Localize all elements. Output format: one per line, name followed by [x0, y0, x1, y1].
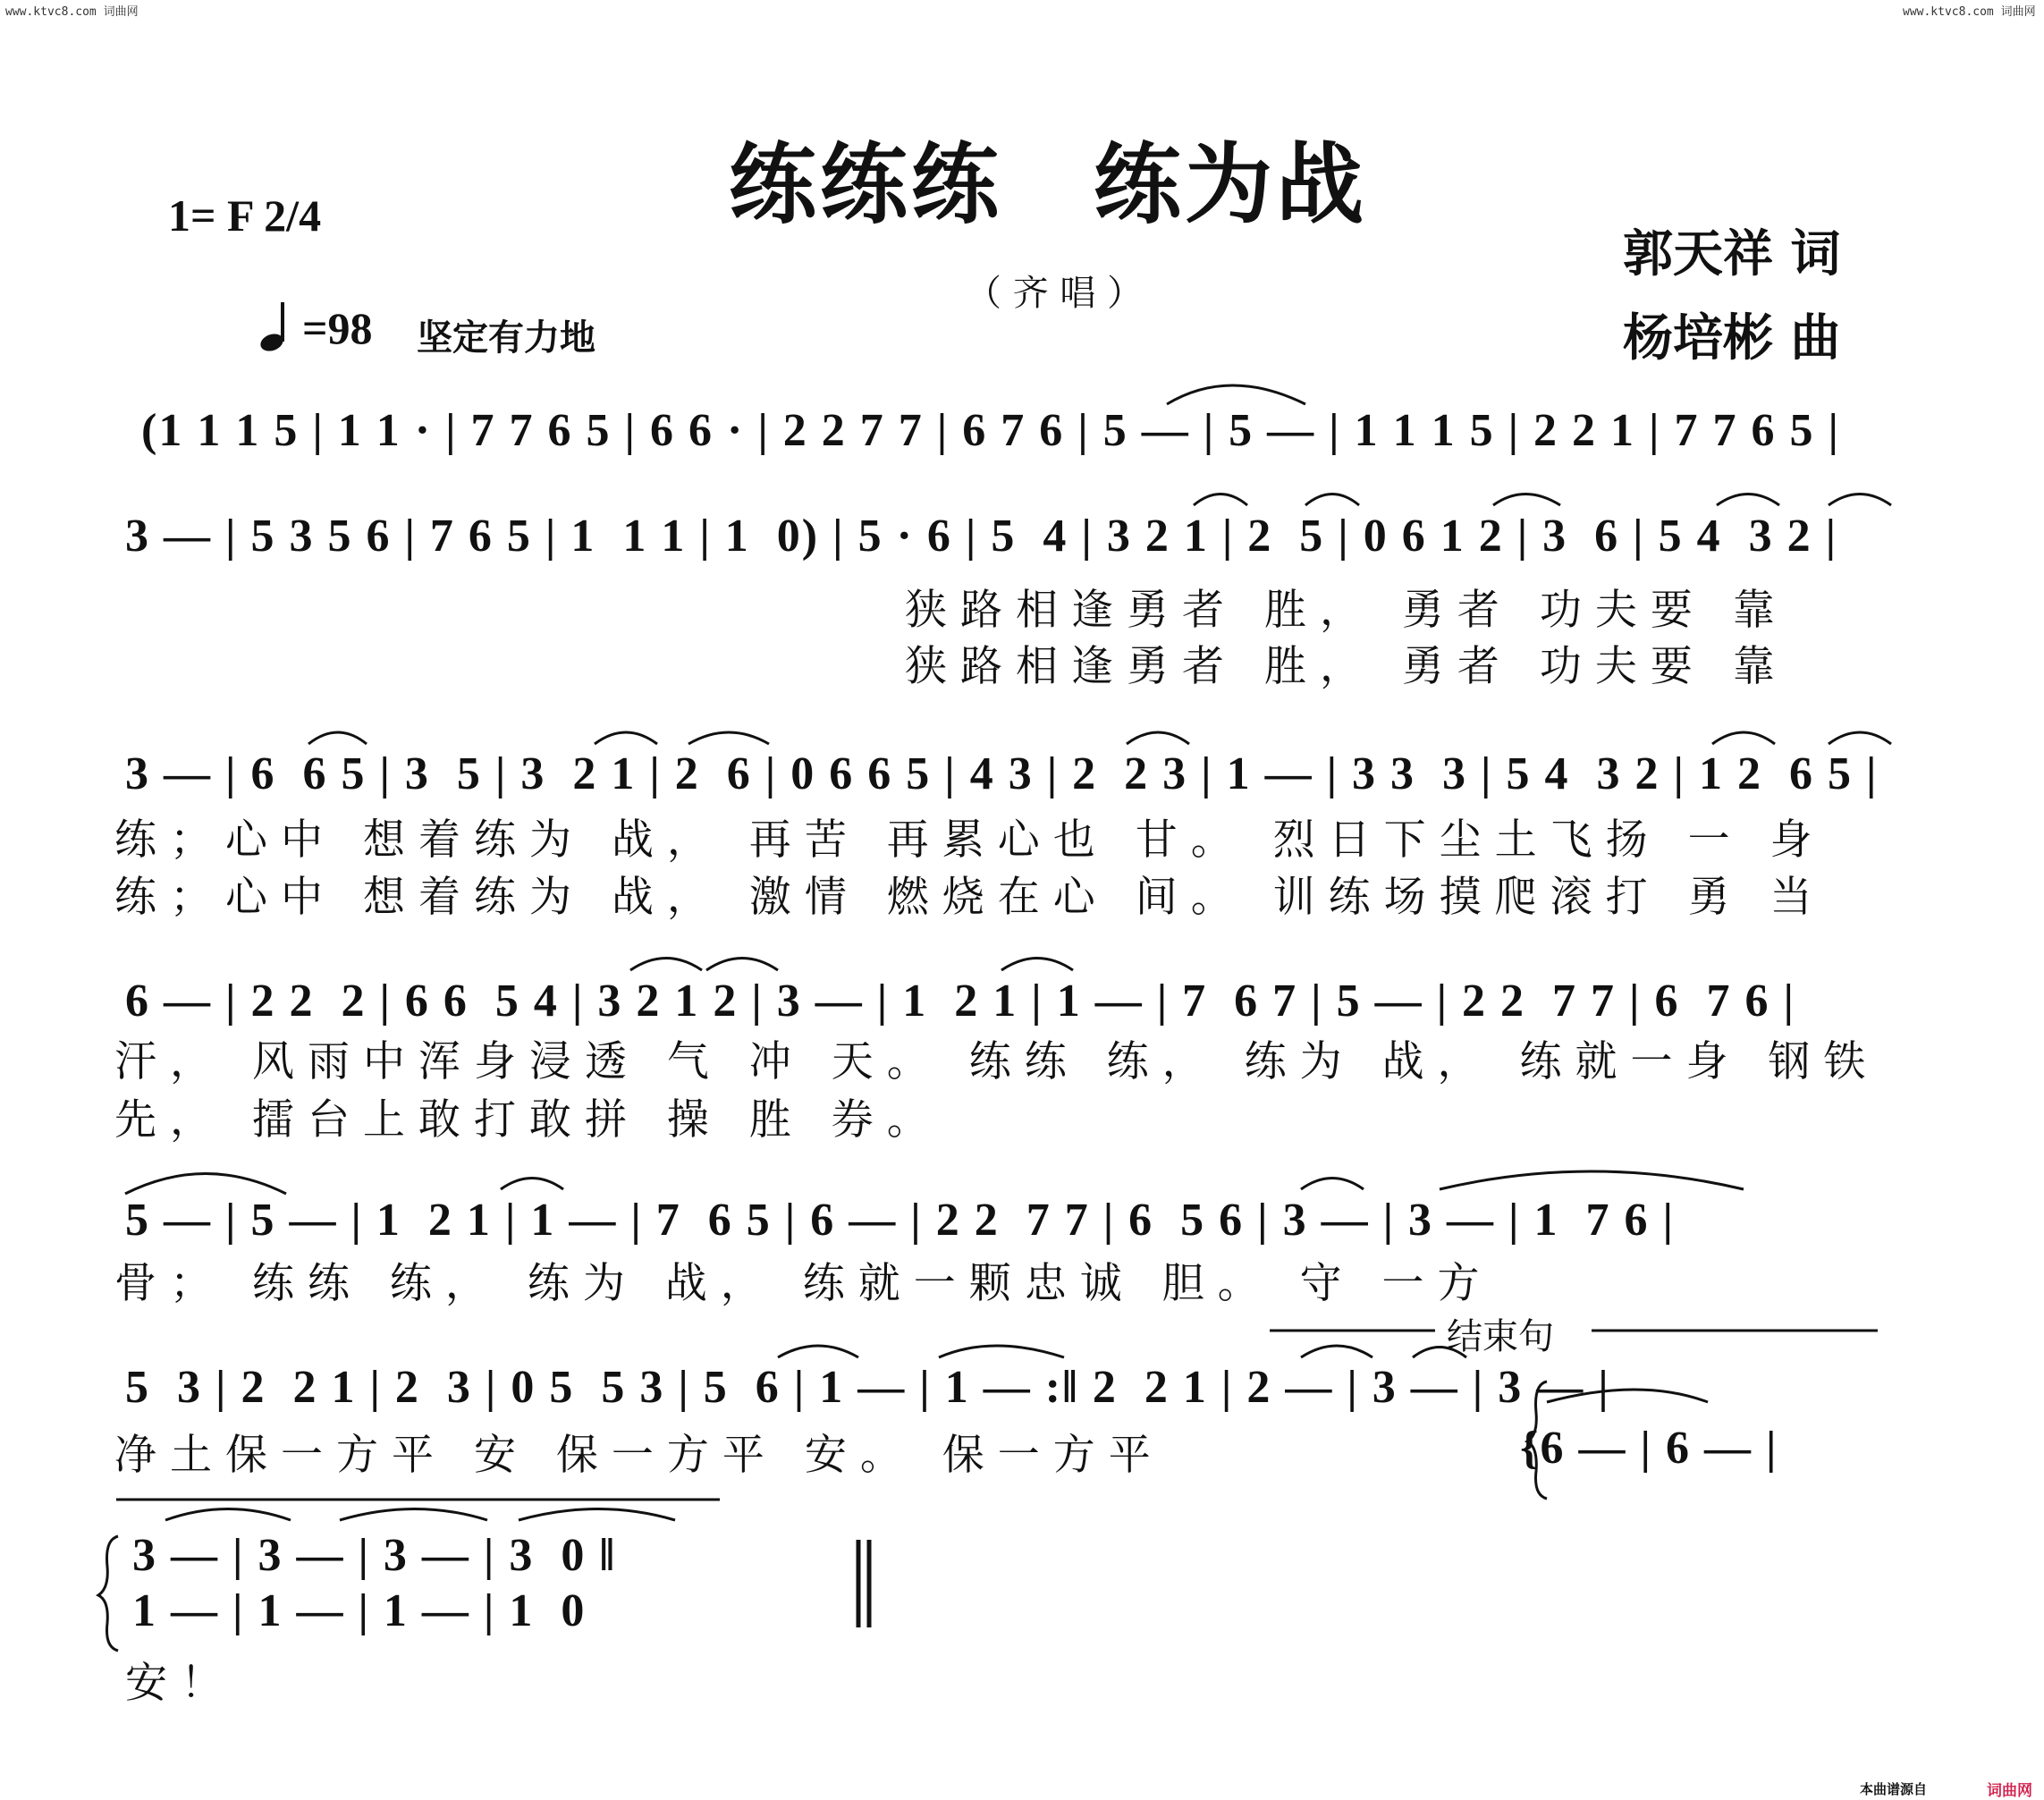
lyric-verse1-line3: 汗， 风雨中浑身浸透 气 冲 天。 练练 练， 练为 战， 练就一身 钢铁 — [114, 1037, 1879, 1086]
slur-mark — [1440, 1171, 1744, 1189]
slur-mark — [1127, 732, 1189, 744]
upper-voice-final: 3 — | 3 — | 3 — | 3 0 ‖ — [132, 1530, 617, 1581]
footer-site-logo: 词曲网 — [1987, 1782, 2032, 1800]
slur-mark — [1829, 494, 1891, 506]
ending-label: 结束句 — [1447, 1316, 1554, 1357]
slur-mark — [1493, 494, 1560, 506]
page-title: 练练练 练为战 — [729, 134, 1368, 236]
lyricist-credit: 郭天祥 词 — [1623, 225, 1841, 283]
lower-voice-final: 1 — | 1 — | 1 — | 1 0 — [132, 1585, 587, 1636]
slur-mark — [1717, 494, 1779, 506]
slur-mark — [1712, 732, 1775, 744]
slur-mark — [125, 1174, 286, 1195]
slur-mark — [501, 1179, 563, 1190]
footer-source: 本曲谱源自 — [1860, 1781, 1928, 1797]
slur-mark — [165, 1509, 291, 1521]
slur-mark — [1194, 494, 1247, 506]
performance-style: （ 齐 唱 ） — [966, 273, 1144, 314]
slur-mark — [1547, 1390, 1708, 1402]
lyric-final: 安！ — [125, 1659, 236, 1708]
brace-mark — [1527, 1382, 1547, 1499]
slur-mark — [595, 732, 657, 744]
slur-mark — [308, 732, 367, 744]
notation-system-6: 5 3 | 2 2 1 | 2 3 | 0 5 5 3 | 5 6 | 1 — | 1 — :‖ 2 2 1 | 2 — | 3 — | 3 — | — [125, 1362, 1610, 1413]
slur-mark — [778, 1346, 858, 1357]
slur-mark — [1167, 385, 1305, 404]
watermark-right: www.ktvc8.com 词曲网 — [1903, 5, 2036, 19]
lyric-verse1-line1: 狭路相逢勇者 胜， 勇者 功夫要 靠 — [905, 586, 1788, 635]
slur-mark — [1413, 1348, 1466, 1358]
lyric-verse2-line1: 狭路相逢勇者 胜， 勇者 功夫要 靠 — [905, 642, 1788, 691]
key-signature: 1= F 2/4 — [168, 190, 322, 241]
slur-mark — [519, 1509, 675, 1521]
notation-system-3: 3 — | 6 6 5 | 3 5 | 3 2 1 | 2 6 | 0 6 6 5 | 4 3 | 2 2 3 | 1 — | 3 3 3 | 5 4 3 2 | 1 2 6 5 | — [125, 748, 1879, 799]
slur-mark — [688, 732, 769, 744]
slur-mark — [340, 1509, 487, 1521]
slur-mark — [1305, 494, 1359, 506]
lyric-verse1-line4: 骨； 练练 练， 练为 战， 练就一颗忠诚 胆。 守 一方 — [114, 1259, 1493, 1308]
tempo-value: =98 — [302, 303, 373, 353]
slur-mark — [1301, 1346, 1373, 1357]
lyric-verse2-line3: 先， 擂台上敢打敢拼 操 胜 券。 — [114, 1095, 942, 1145]
brace-mark — [98, 1536, 118, 1651]
lyric-verse1-line2: 练；心中 想着练为 战， 再苦 再累心也 甘。 烈日下尘土飞扬 一 身 — [114, 815, 1826, 865]
lyric-verse1-line5: 净土保一方平 安 保一方平 安。 保一方平 — [114, 1431, 1164, 1480]
slur-mark — [1829, 732, 1891, 744]
lower-voice-ending: {6 — | 6 — | — [1520, 1423, 1778, 1474]
watermark-left: www.ktvc8.com 词曲网 — [5, 5, 139, 19]
slur-mark — [1301, 1179, 1364, 1190]
lyric-verse2-line2: 练；心中 想着练为 战， 激情 燃烧在心 间。 训练场摸爬滚打 勇 当 — [114, 873, 1826, 922]
tempo-marking: 坚定有力地 — [417, 317, 595, 359]
slur-mark — [939, 1346, 1064, 1357]
slur-mark — [1001, 959, 1073, 971]
composer-credit: 杨培彬 曲 — [1623, 309, 1841, 368]
slur-mark — [706, 959, 778, 971]
notation-system-2: 3 — | 5 3 5 6 | 7 6 5 | 1 1 1 | 1 0) | 5 · 6 | 5 4 | 3 2 1 | 2 5 | 0 6 1 2 | 3 6 | 5 4 3 2 | — [125, 511, 1838, 562]
notation-system-4: 6 — | 2 2 2 | 6 6 5 4 | 3 2 1 2 | 3 — | 1 2 1 | 1 — | 7 6 7 | 5 — | 2 2 7 7 | 6 7 6 | — [125, 976, 1795, 1027]
slur-mark — [630, 959, 702, 971]
notation-system-5: 5 — | 5 — | 1 2 1 | 1 — | 7 6 5 | 6 — | 2 2 7 7 | 6 5 6 | 3 — | 3 — | 1 7 6 | — [125, 1195, 1675, 1246]
notation-system-1: (1 1 1 5 | 1 1 · | 7 7 6 5 | 6 6 · | 2 2 7 7 | 6 7 6 | 5 — | 5 — | 1 1 1 5 | 2 2 1 | 7 7 6 5 | — [141, 405, 1840, 456]
